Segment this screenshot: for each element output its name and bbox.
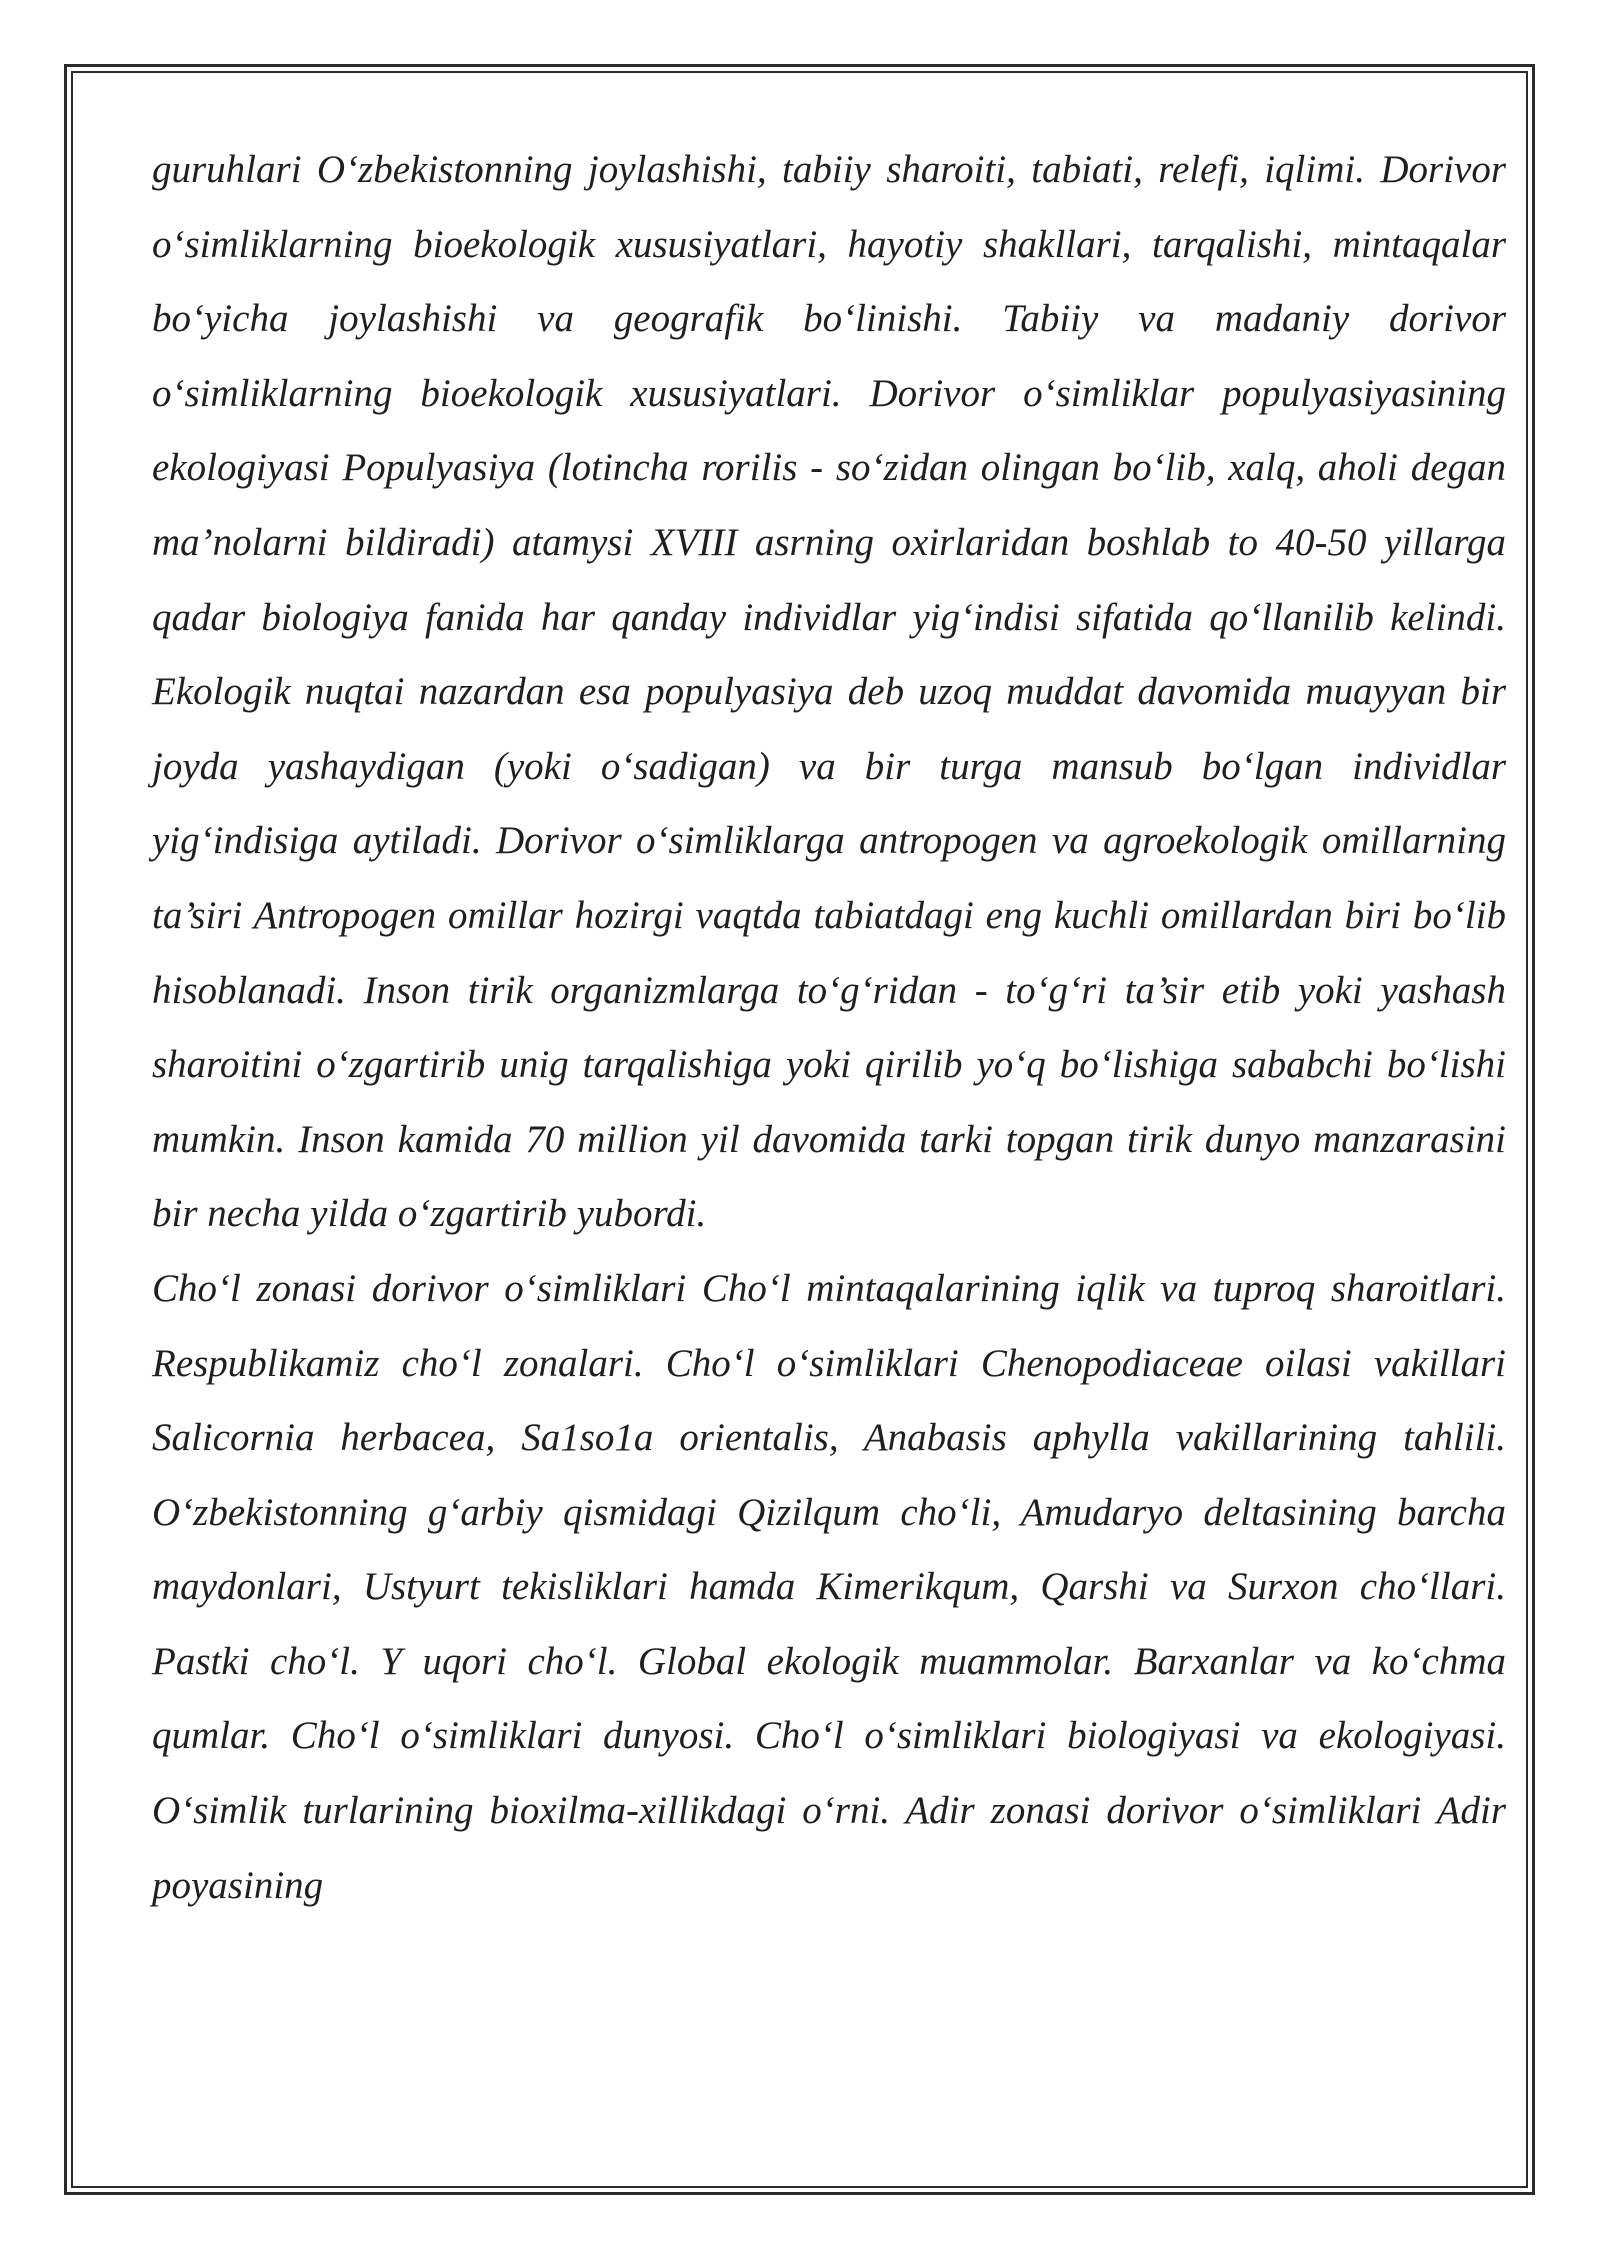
document-body [152, 133, 1506, 1923]
paragraph-populyasiya: guruhlari O‘zbekistonning joylashishi, tabiiy sharoiti, tabiati, relefi, iqlimi. Dorivor o‘simliklarning bioekologik xususiyatlari, hayotiy shakllari, tarqalishi, mintaqalar bo‘yicha joylashishi va geografik bo‘linishi. Tabiiy va madaniy dorivor o‘simliklarning bioekologik xususiyatlari. Dorivor o‘simliklar populyasiyasining ekologiyasi Populyasiya (lotincha rorilis - so‘zidan olingan bo‘lib, xalq, aholi degan ma’nolarni bildiradi) atamysi XVIII asrning oxirlaridan boshlab to 40-50 yillarga qadar biologiya fanida har qanday individlar yig‘indisi sifatida qo‘llanilib kelindi. Ekologik nuqtai nazardan esa populyasiya deb uzoq muddat davomida muayyan bir joyda yashaydigan (yoki o‘sadigan) va bir turga mansub bo‘lgan individlar yig‘indisiga aytiladi. Dorivor o‘simliklarga antropogen va agroekologik omillarning ta’siri Antropogen omillar hozirgi vaqtda tabiatdagi eng kuchli omillardan biri bo‘lib hisoblanadi. Inson tirik organizmlarga to‘g‘ridan - to‘g‘ri ta’sir etib yoki yashash sharoitini o‘zgartirib unig tarqalishiga yoki qirilib yo‘q bo‘lishiga sababchi bo‘lishi mumkin. Inson kamida 70 million yil davomida tarki topgan tirik dunyo manzarasini bir necha yilda o‘zgartirib yubordi. [152, 148, 1506, 1236]
paragraph-chol-zonasi: Cho‘l zonasi dorivor o‘simliklari Cho‘l mintaqalarining iqlik va tuproq sharoitlari. Respublikamiz cho‘l zonalari. Cho‘l o‘simliklari Chenopodiaceae oilasi vakillari Salicornia herbacea, Sa1so1a orientalis, Anabasis aphylla vakillarining tahlili. O‘zbekistonning g‘arbiy qismidagi Qizilqum cho‘li, Amudaryo deltasining barcha maydonlari, Ustyurt tekisliklari hamda Kimerikqum, Qarshi va Surxon cho‘llari. Pastki cho‘l. Y uqori cho‘l. Global ekologik muammolar. Barxanlar va ko‘chma qumlar. Cho‘l o‘simliklari dunyosi. Cho‘l o‘simliklari biologiyasi va ekologiyasi. O‘simlik turlarining bioxilma-xillikdagi o‘rni. Adir zonasi dorivor o‘simliklari Adir poyasining [152, 1266, 1506, 1907]
